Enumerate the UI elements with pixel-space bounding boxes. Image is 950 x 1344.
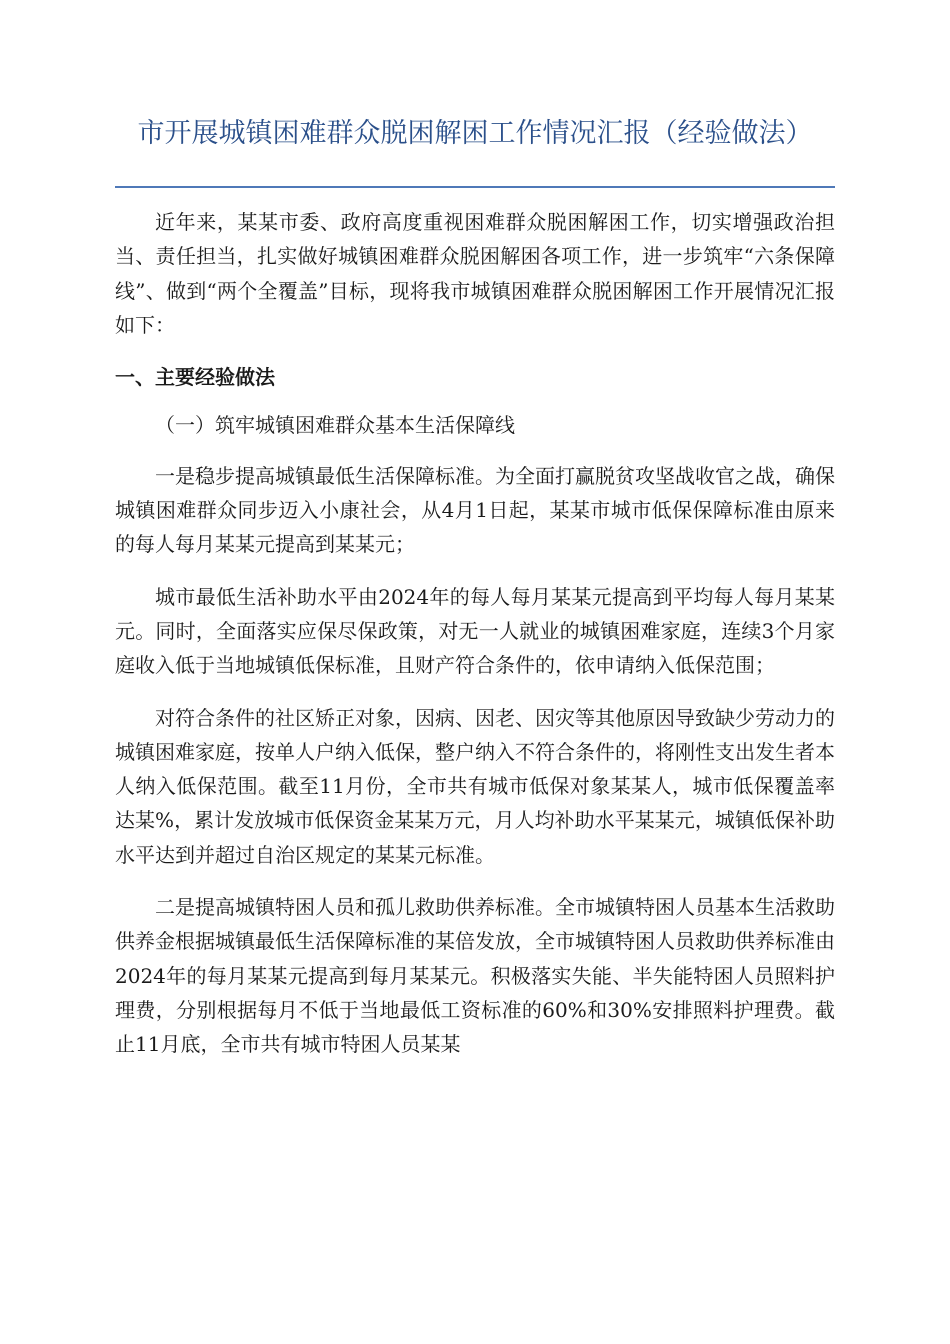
document-title: 市开展城镇困难群众脱困解困工作情况汇报（经验做法） (137, 118, 813, 149)
intro-paragraph: 近年来，某某市委、政府高度重视困难群众脱困解困工作，切实增强政治担当、责任担当，扎实做好城镇困难群众脱困解困各项工作，进一步筑牢“六条保障线”、做到“两个全覆盖”目标，现将我市城镇困难群众脱困解困工作开展情况汇报如下： (115, 210, 835, 337)
document-body (115, 205, 835, 1080)
section-heading: 一、主要经验做法 (115, 365, 275, 390)
body-paragraph: 二是提高城镇特困人员和孤儿救助供养标准。全市城镇特困人员基本生活救助供养金根据城镇最低生活保障标准的某倍发放，全市城镇特困人员救助供养标准由2024年的每月某某元提高到每月某某元。积极落实失能、半失能特困人员照料护理费，分别根据每月不低于当地最低工资标准的60%和30%安排照料护理费。截止11月底，全市共有城市特困人员某某 (115, 895, 835, 1057)
body-paragraph: 城市最低生活补助水平由2024年的每人每月某某元提高到平均每人每月某某元。同时，全面落实应保尽保政策，对无一人就业的城镇困难家庭，连续3个月家庭收入低于当地城镇低保标准，且财产符合条件的，依申请纳入低保范围； (115, 584, 835, 678)
subsection-heading: （一）筑牢城镇困难群众基本生活保障线 (155, 413, 515, 438)
body-paragraph: 一是稳步提高城镇最低生活保障标准。为全面打赢脱贫攻坚战收官之战，确保城镇困难群众同步迈入小康社会，从4月1日起，某某市城市低保保障标准由原来的每人每月某某元提高到某某元； (115, 463, 835, 557)
title-divider (115, 186, 835, 188)
body-paragraph: 对符合条件的社区矫正对象，因病、因老、因灾等其他原因导致缺少劳动力的城镇困难家庭，按单人户纳入低保，整户纳入不符合条件的，将刚性支出发生者本人纳入低保范围。截至11月份，全市共有城市低保对象某某人，城市低保覆盖率达某%，累计发放城市低保资金某某万元，月人均补助水平某某元，城镇低保补助水平达到并超过自治区规定的某某元标准。 (115, 705, 835, 867)
